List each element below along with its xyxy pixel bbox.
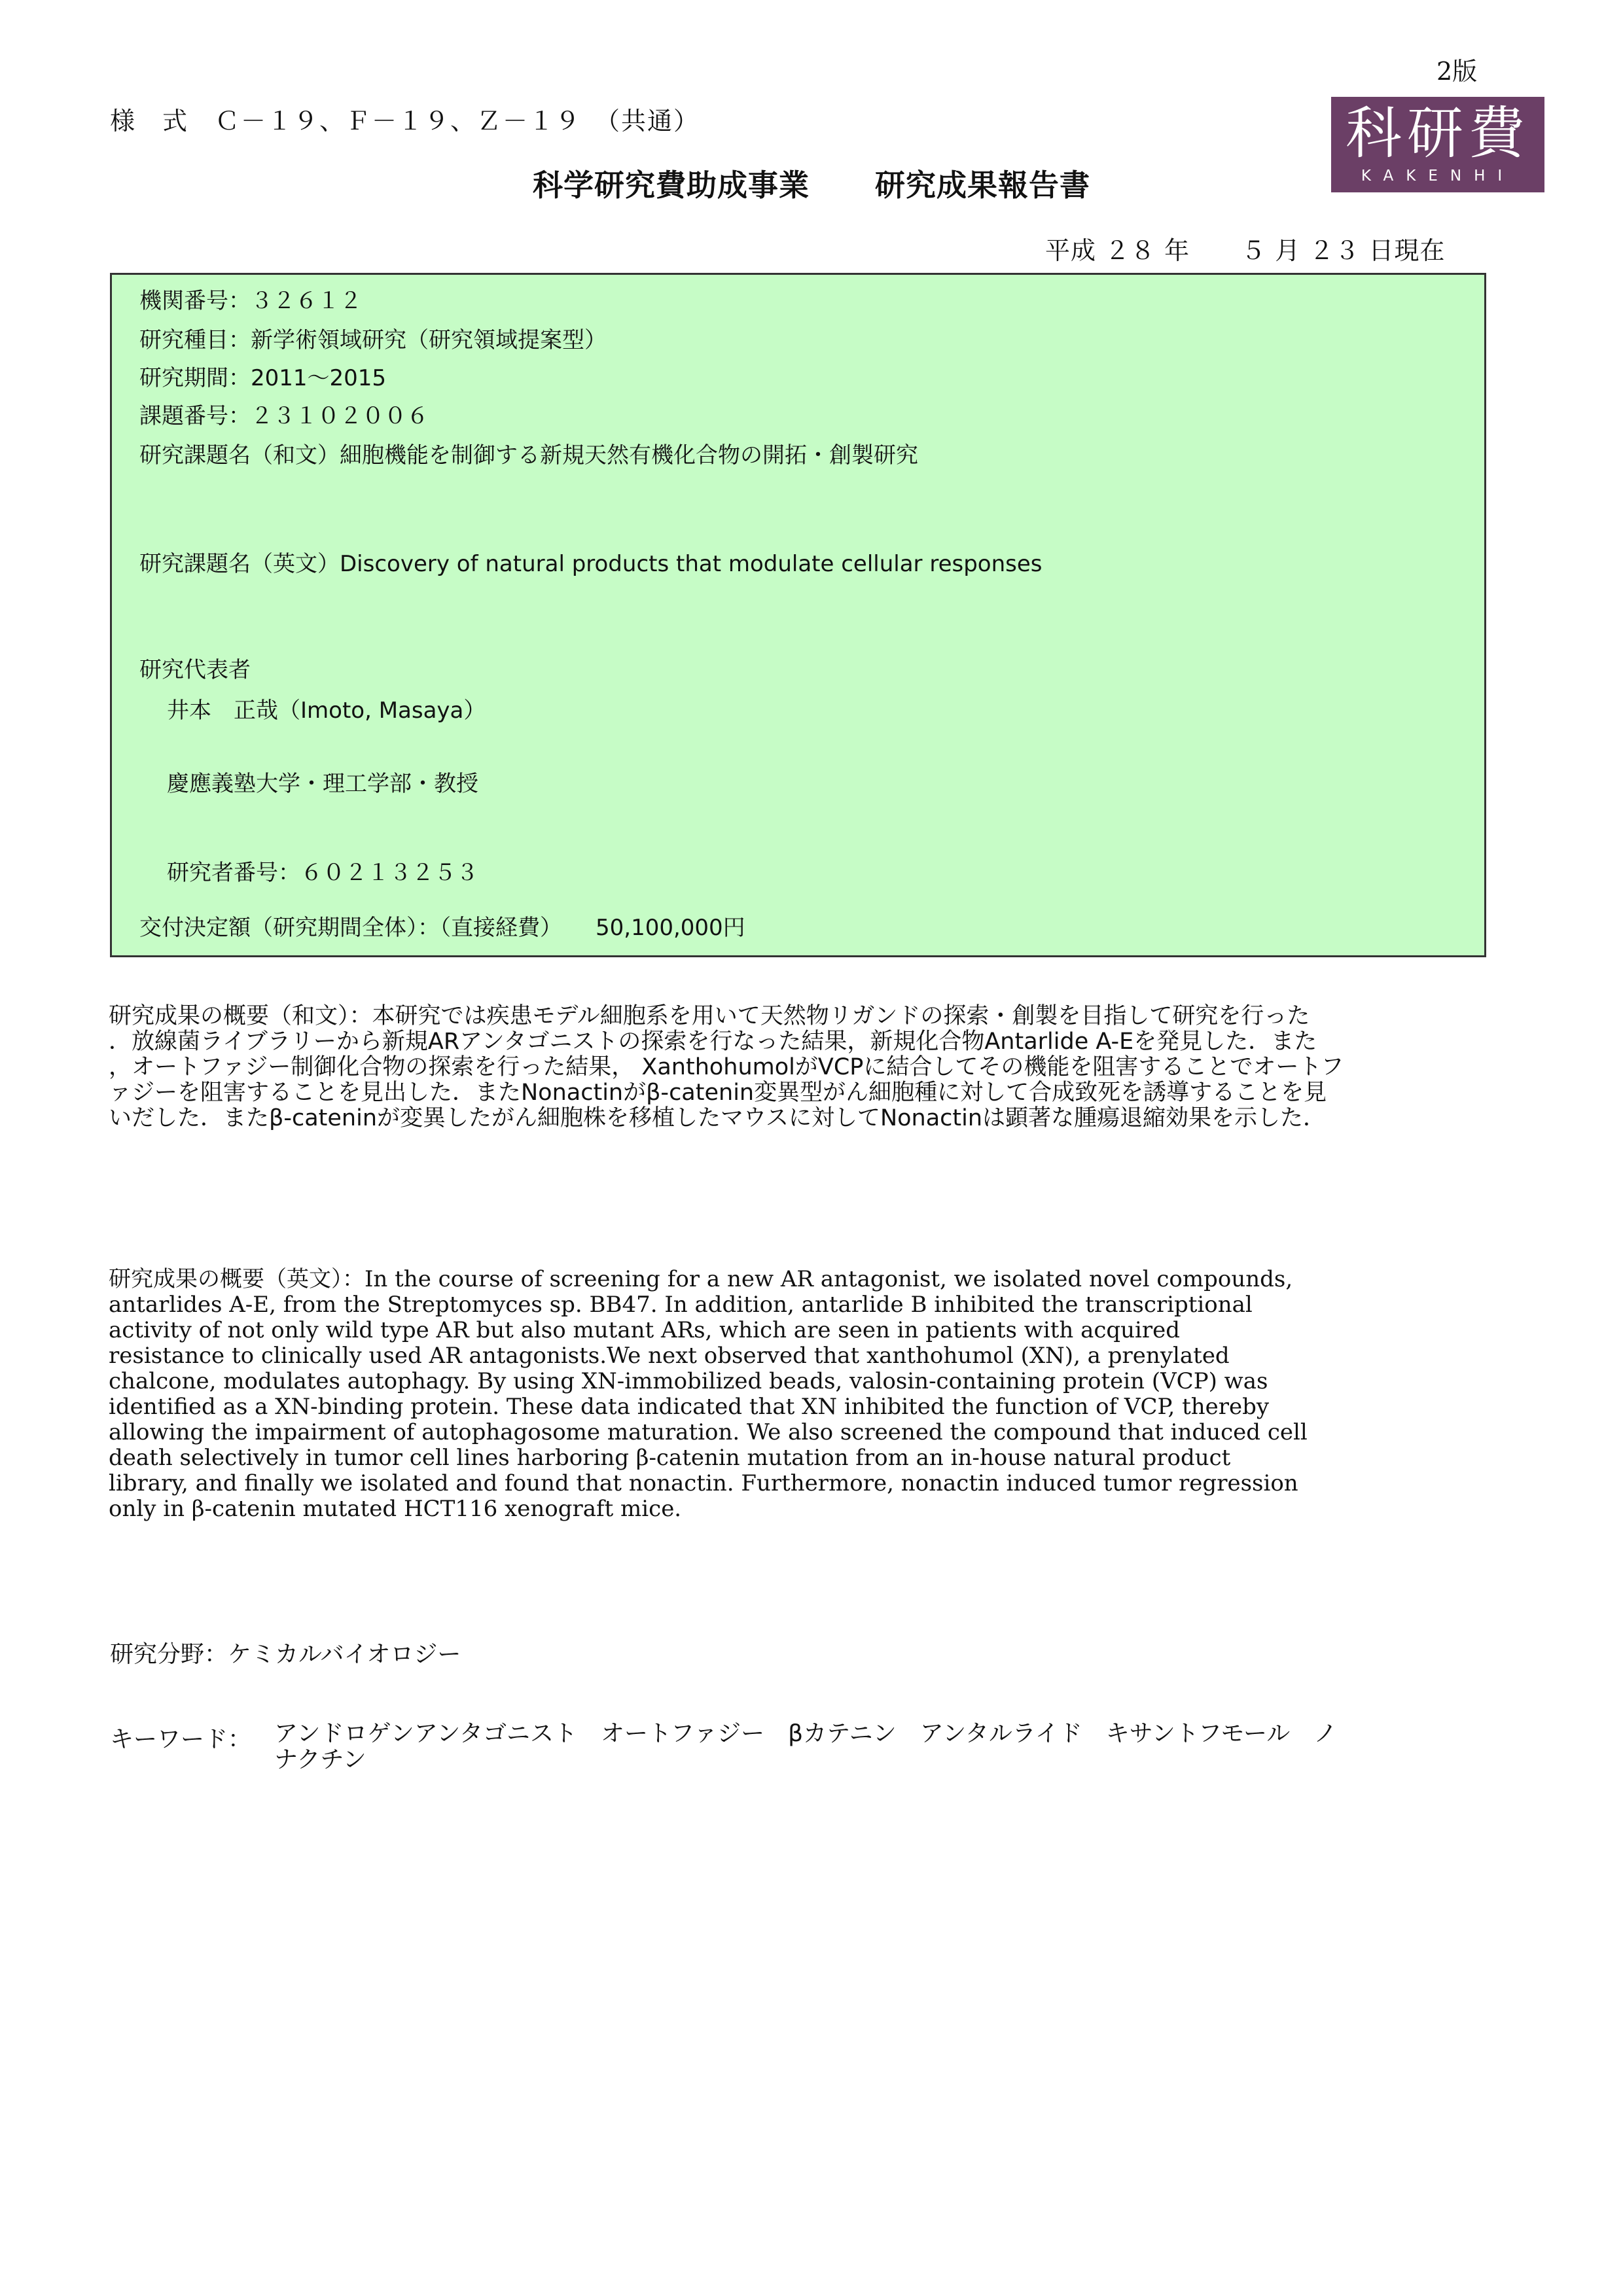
research-category: 研究種目：新学術領域研究（研究領域提案型） <box>139 327 607 353</box>
summary-en-line: allowing the impairment of autophagosome maturation. We also screened the compound that induced cell <box>109 1419 1308 1445</box>
grant-amount: 交付決定額（研究期間全体）：（直接経費） 50,100,000円 <box>139 915 745 941</box>
summary-en-line: resistance to clinically used AR antagonists.We next observed that xanthohumol (XN), a prenylated <box>109 1343 1230 1369</box>
project-number: 課題番号：２３１０２００６ <box>139 403 429 429</box>
representative-name: 井本 正哉（Imoto, Masaya） <box>167 698 486 724</box>
form-code: 様 式 Ｃ－１９、Ｆ－１９、Ｚ－１９ （共通） <box>110 107 700 135</box>
keywords-values <box>274 1721 1337 1773</box>
institution-number: 機関番号：３２６１２ <box>139 288 362 314</box>
summary-ja-line: ァジーを阻害することを見出した．またNonactinがβ-catenin変異型がん細胞種に対して合成致死を誘導することを見 <box>109 1080 1327 1106</box>
summary-ja-line: 研究成果の概要（和文）：本研究では疾患モデル細胞系を用いて天然物リガンドの探索・創製を目指して研究を行った <box>109 1003 1310 1029</box>
project-info-box <box>110 273 1486 957</box>
research-field: 研究分野：ケミカルバイオロジー <box>110 1641 461 1668</box>
summary-english <box>109 1267 1496 1522</box>
affiliation: 慶應義塾大学・理工学部・教授 <box>167 771 478 797</box>
summary-japanese <box>109 1004 1496 1131</box>
summary-en-line: activity of not only wild type AR but also mutant ARs, which are seen in patients with acquired <box>109 1317 1181 1343</box>
title-right: 研究成果報告書 <box>875 168 1090 203</box>
version-label: 2版 <box>1436 57 1478 86</box>
summary-en-line: antarlides A-E, from the Streptomyces sp. BB47. In addition, antarlide B inhibited the transcriptional <box>109 1292 1253 1318</box>
summary-ja-line: ．放線菌ライブラリーから新規ARアンタゴニストの探索を行なった結果，新規化合物Antarlide A-Eを発見した．また <box>109 1029 1317 1055</box>
kakenhi-logo <box>1331 97 1544 192</box>
representative-label: 研究代表者 <box>139 657 251 683</box>
summary-ja-line: いだした．またβ-cateninが変異したがん細胞株を移植したマウスに対してNonactinは顕著な腫瘍退縮効果を示した． <box>109 1105 1327 1131</box>
project-title-en: 研究課題名（英文）Discovery of natural products that modulate cellular responses <box>139 551 1043 577</box>
logo-latin: KAKENHI <box>1361 168 1515 185</box>
keywords-line: アンドロゲンアンタゴニスト オートファジー βカテニン アンタルライド キサントフモール ノ <box>274 1720 1338 1747</box>
summary-en-line: library, and finally we isolated and found that nonactin. Furthermore, nonactin induced tumor regression <box>109 1470 1298 1496</box>
research-period: 研究期間：2011～2015 <box>139 365 387 391</box>
summary-en-line: 研究成果の概要（英文）：In the course of screening for a new AR antagonist, we isolated novel compounds, <box>109 1266 1293 1292</box>
summary-en-line: only in β-catenin mutated HCT116 xenograft mice. <box>109 1496 682 1522</box>
title-left: 科学研究費助成事業 <box>533 168 810 203</box>
keywords-label: キーワード： <box>110 1726 252 1753</box>
summary-en-line: chalcone, modulates autophagy. By using XN-immobilized beads, valosin-containing protein (VCP) was <box>109 1368 1268 1394</box>
as-of-date: 平成 ２８ 年 ５ 月 ２３ 日現在 <box>1045 236 1446 265</box>
researcher-number: 研究者番号：６０２１３２５３ <box>167 860 478 886</box>
keywords-line: ナクチン <box>274 1746 366 1773</box>
summary-ja-line: ，オートファジー制御化合物の探索を行った結果， XanthohumolがVCPに結合してその機能を阻害することでオートフ <box>109 1054 1344 1080</box>
logo-kanji: 科研費 <box>1346 101 1530 166</box>
summary-en-line: death selectively in tumor cell lines harboring β-catenin mutation from an in-house natural product <box>109 1445 1231 1471</box>
summary-en-line: identified as a XN-binding protein. These data indicated that XN inhibited the function of VCP, thereby <box>109 1394 1270 1420</box>
project-title-ja: 研究課題名（和文）細胞機能を制御する新規天然有機化合物の開拓・創製研究 <box>139 442 918 468</box>
